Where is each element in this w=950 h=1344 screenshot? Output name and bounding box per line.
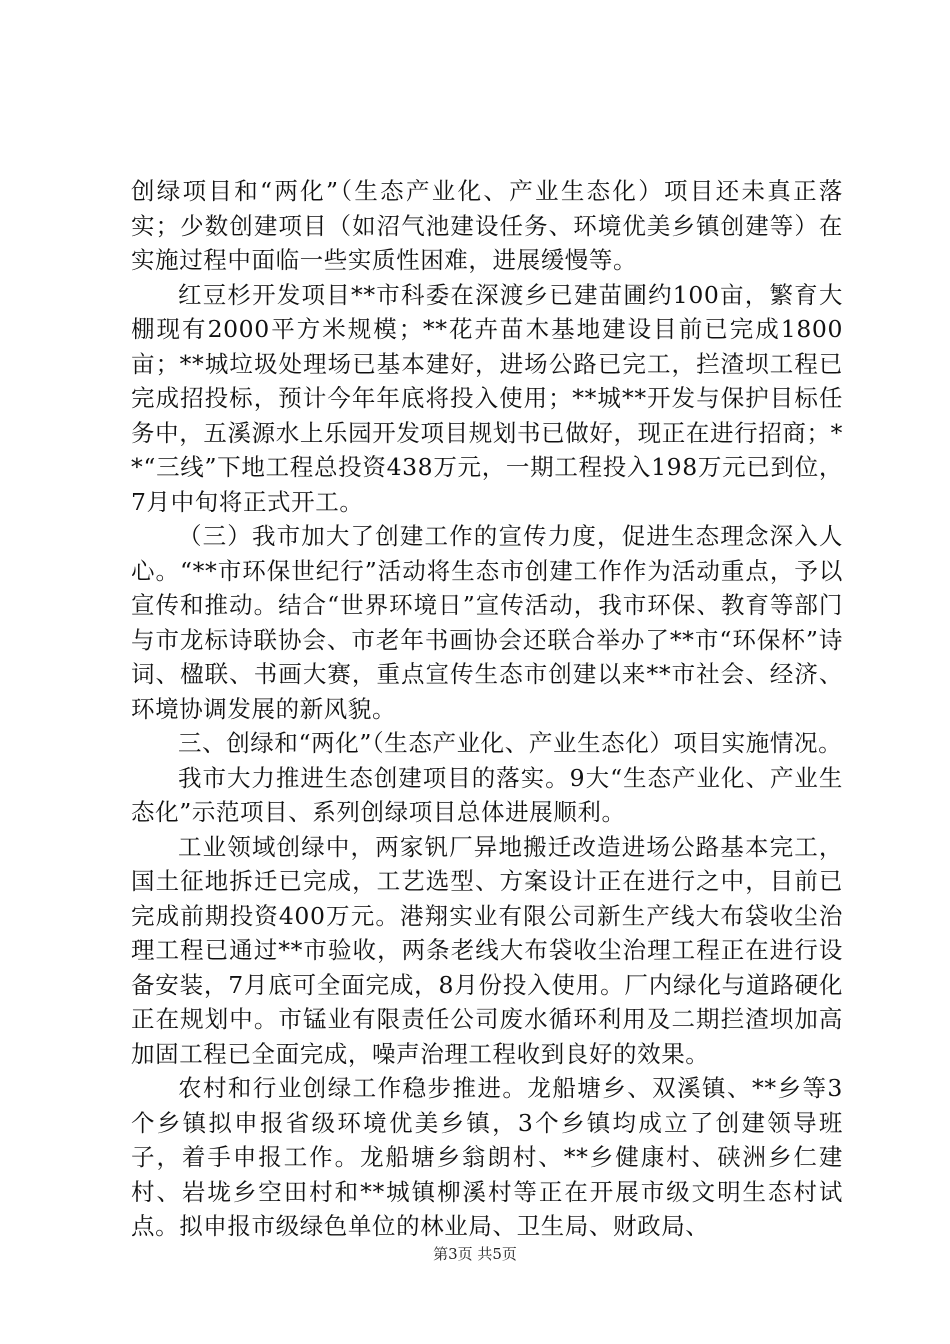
paragraph-continuation: 创绿项目和“两化”（生态产业化、产业生态化）项目还未真正落实；少数创建项目（如沼气池建设任务、环境优美乡镇创建等）在实施过程中面临一些实质性困难，进展缓慢等。	[131, 177, 843, 274]
document-body	[131, 174, 843, 1244]
page-number-footer: 第3页 共5页	[433, 1245, 517, 1263]
paragraph-publicity: （三）我市加大了创建工作的宣传力度，促进生态理念深入人心。“**市环保世纪行”活动将生态市创建工作作为活动重点，予以宣传和推动。结合“世界环境日”宣传活动，我市环保、教育等部门与市龙标诗联协会、市老年书画协会还联合举办了**市“环保杯”诗词、楹联、书画大赛，重点宣传生态市创建以来**市社会、经济、环境协调发展的新风貌。	[131, 522, 843, 723]
paragraph-industrial-greening: 工业领域创绿中，两家钒厂异地搬迁改造进场公路基本完工，国土征地拆迁已完成，工艺选型、方案设计正在进行之中，目前已完成前期投资400万元。港翔实业有限公司新生产线大布袋收尘治理工程已通过**市验收，两条老线大布袋收尘治理工程正在进行设备安装，7月底可全面完成，8月份投入使用。厂内绿化与道路硬化正在规划中。市锰业有限责任公司废水循环利用及二期拦渣坝加高加固工程已全面完成，噪声治理工程收到良好的效果。	[131, 832, 843, 1068]
paragraph-hongdoushan-project: 红豆杉开发项目**市科委在深渡乡已建苗圃约100亩，繁育大棚现有2000平方米规模；**花卉苗木基地建设目前已完成1800亩；**城垃圾处理场已基本建好，进场公路已完工，拦渣坝工程已完成招投标，预计今年年底将投入使用；**城**开发与保护目标任务中，五溪源水上乐园开发项目规划书已做好，现正在进行招商；**“三线”下地工程总投资438万元，一期工程投入198万元已到位，7月中旬将正式开工。	[131, 280, 843, 516]
paragraph-project-progress: 我市大力推进生态创建项目的落实。9大“生态产业化、产业生态化”示范项目、系列创绿项目总体进展顺利。	[131, 763, 843, 826]
section-heading-three: 三、创绿和“两化”（生态产业化、产业生态化）项目实施情况。	[178, 729, 843, 757]
paragraph-rural-greening: 农村和行业创绿工作稳步推进。龙船塘乡、双溪镇、**乡等3个乡镇拟申报省级环境优美乡镇，3个乡镇均成立了创建领导班子，着手申报工作。龙船塘乡翁朗村、**乡健康村、硖洲乡仁建村、岩垅乡空田村和**城镇柳溪村等正在开展市级文明生态村试点。拟申报市级绿色单位的林业局、卫生局、财政局、	[131, 1074, 843, 1240]
